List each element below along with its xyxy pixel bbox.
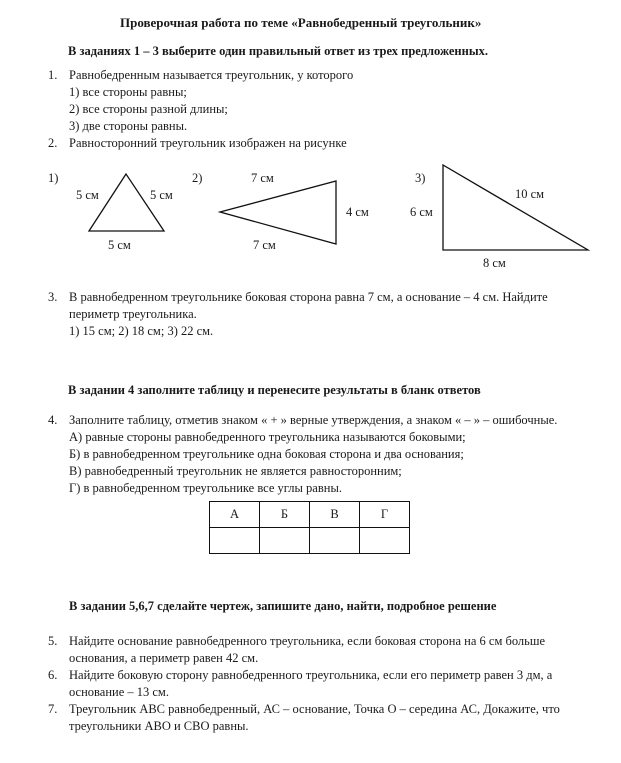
answer-table-header: В — [310, 502, 360, 528]
answer-cell-v[interactable] — [310, 528, 360, 554]
side-length-label: 5 см — [150, 188, 173, 202]
answer-cell-a[interactable] — [210, 528, 260, 554]
section-heading-2: В задании 4 заполните таблицу и перенесите результаты в бланк ответов — [68, 383, 481, 397]
answer-options: 1) 15 см; 2) 18 см; 3) 22 см. — [69, 324, 214, 338]
figure-label: 3) — [415, 171, 426, 185]
answer-option: 2) все стороны разной длины; — [69, 102, 228, 116]
side-length-label: 10 см — [515, 187, 545, 201]
figure-label: 2) — [192, 171, 203, 185]
question-number: 5. — [48, 634, 58, 648]
answer-cell-g[interactable] — [360, 528, 410, 554]
statement: В) равнобедренный треугольник не является равносторонним; — [69, 464, 402, 478]
question-text: Найдите основание равнобедренного треугольника, если боковая сторона на 6 см больше — [69, 634, 546, 648]
side-length-label: 5 см — [76, 188, 99, 202]
question-number: 4. — [48, 413, 58, 427]
answer-table-header: А — [210, 502, 260, 528]
section-heading-3: В задании 5,6,7 сделайте чертеж, запишите дано, найти, подробное решение — [69, 599, 497, 613]
statement: Б) в равнобедренном треугольнике одна боковая сторона и два основания; — [69, 447, 464, 461]
question-text: Заполните таблицу, отметив знаком « + » верные утверждения, а знаком « – » – ошибочные. — [69, 413, 558, 427]
question-number: 2. — [48, 136, 58, 150]
right-triangle — [443, 165, 588, 250]
answer-cell-b[interactable] — [260, 528, 310, 554]
question-text: основания, а периметр равен 42 см. — [69, 651, 259, 665]
question-text: Найдите боковую сторону равнобедренного треугольника, если его периметр равен 3 дм, а — [69, 668, 553, 682]
side-length-label: 7 см — [253, 238, 276, 252]
page-title: Проверочная работа по теме «Равнобедренный треугольник» — [120, 15, 482, 30]
question-text: В равнобедренном треугольнике боковая сторона равна 7 см, а основание – 4 см. Найдите — [69, 290, 548, 304]
answer-table-header: Б — [260, 502, 310, 528]
question-text: Равносторонний треугольник изображен на рисунке — [69, 136, 347, 150]
side-length-label: 5 см — [108, 238, 131, 252]
question-number: 7. — [48, 702, 58, 716]
statement: Г) в равнобедренном треугольнике все углы равны. — [69, 481, 342, 495]
section-heading-1: В заданиях 1 – 3 выберите один правильный ответ из трех предложенных. — [68, 44, 488, 58]
question-text: Равнобедренным называется треугольник, у которого — [69, 68, 354, 82]
figure-label: 1) — [48, 171, 59, 185]
side-length-label: 7 см — [251, 171, 274, 185]
answer-table-row — [210, 528, 410, 554]
question-text: основание – 13 см. — [69, 685, 169, 699]
question-text: периметр треугольника. — [69, 307, 197, 321]
question-number: 6. — [48, 668, 58, 682]
question-number: 3. — [48, 290, 58, 304]
isosceles-triangle — [220, 181, 336, 244]
side-length-label: 8 см — [483, 256, 506, 270]
side-length-label: 6 см — [410, 205, 433, 219]
statement: А) равные стороны равнобедренного треугольника называются боковыми; — [69, 430, 466, 444]
answer-option: 1) все стороны равны; — [69, 85, 187, 99]
question-text: Треугольник АВС равнобедренный, АС – основание, Точка О – середина АС, Докажите, что — [69, 702, 560, 716]
answer-table — [209, 501, 410, 554]
question-number: 1. — [48, 68, 58, 82]
answer-option: 3) две стороны равны. — [69, 119, 188, 133]
answer-table-header-row — [210, 502, 410, 528]
answer-table-header: Г — [360, 502, 410, 528]
side-length-label: 4 см — [346, 205, 369, 219]
question-text: треугольники АВО и СВО равны. — [69, 719, 249, 733]
